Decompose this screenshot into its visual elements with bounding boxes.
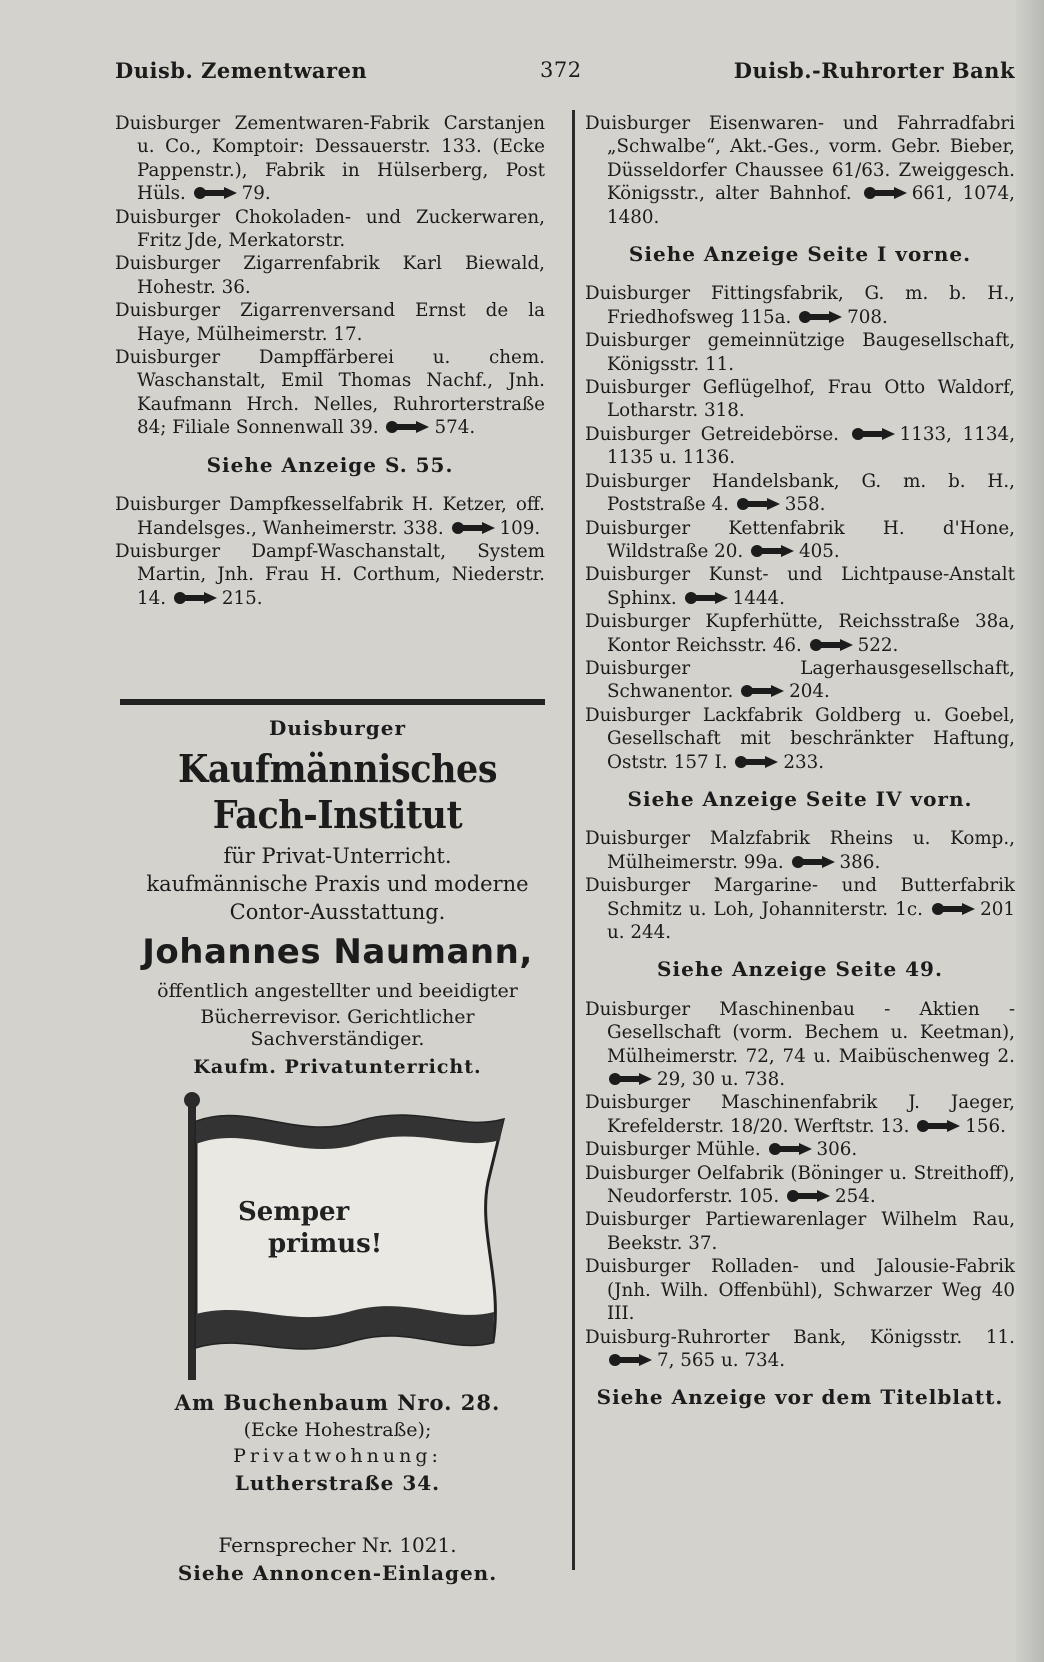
reference-note: Siehe Anzeige S. 55. [206, 452, 454, 477]
entry-text: Duisburger Mühle. [585, 1139, 761, 1161]
entry-phone: 109. [499, 517, 541, 539]
entry-phone: 522. [857, 634, 899, 656]
advert-address-2: (Ecke Hohestraße); [243, 1419, 432, 1441]
right-entries-4 [585, 998, 1015, 1373]
entry-phone: 708. [847, 306, 888, 328]
directory-entry [585, 1138, 1015, 1161]
directory-entry [115, 346, 545, 440]
advert-line-4: kaufmännische Praxis und moderne [146, 872, 529, 896]
entry-phone: 1133, 1134, 1135 u. 1136. [607, 423, 1016, 469]
advert-address-3: Privatwohnung: [233, 1445, 442, 1467]
directory-entry [585, 1326, 1015, 1373]
entry-text: Duisburger Kunst- und Lichtpause-Anstalt Sphinx. [585, 564, 1015, 609]
telephone-icon [741, 684, 785, 698]
telephone-icon [864, 186, 908, 200]
left-column [115, 112, 545, 610]
entry-text: Duisburger Lagerhausgesellschaft, Schwanentor. [585, 657, 1015, 703]
entry-phone: 7, 565 u. 734. [657, 1349, 786, 1371]
directory-entry [585, 704, 1015, 774]
entry-text: Duisburger Dampffärberei u. chem. Waschanstalt, Emil Thomas Nachf., Jnh. Kaufmann Hrch. Nelles, Ruhrorterstraße 84; Filiale Sonnenwall 39. [115, 347, 545, 439]
entry-phone: 156. [965, 1115, 1006, 1137]
advert-line-7: öffentlich angestellter und beeidigter [157, 980, 518, 1002]
entry-text: Duisburger Kettenfabrik H. d'Hone, Wildstraße 20. [585, 517, 1015, 562]
advertisement [115, 712, 560, 1585]
entry-text: Duisburger Partiewarenlager Wilhelm Rau, Beekstr. 37. [585, 1209, 1015, 1254]
entry-phone: 1444. [732, 587, 785, 609]
entry-text: Duisburger Maschinenbau - Aktien - Gesellschaft (vorm. Bechem u. Keetman), Mülheimerstr. 72, 74 u. Maibüschenweg 2. [585, 998, 1015, 1067]
reference-note-1: Siehe Anzeige Seite I vorne. [628, 242, 972, 267]
telephone-icon [685, 591, 729, 605]
directory-entry [585, 827, 1015, 874]
entry-phone: 201 u. 244. [607, 898, 1016, 943]
telephone-icon [792, 855, 836, 869]
entry-text: Duisburger Kupferhütte, Reichsstraße 38a, Kontor Reichsstr. 46. [585, 611, 1015, 656]
entry-text: Duisburger Rolladen- und Jalousie-Fabrik (Jnh. Wilh. Offenbühl), Schwarzer Weg 40 III. [585, 1256, 1015, 1325]
advert-line-8: Bücherrevisor. Gerichtlicher Sachverständiger. [200, 1006, 475, 1050]
left-entries [115, 112, 545, 440]
right-entries-1 [585, 112, 1015, 229]
directory-entry [585, 376, 1015, 423]
directory-entry [585, 470, 1015, 517]
column-divider [572, 110, 575, 1570]
telephone-icon [609, 1072, 653, 1086]
directory-entry [115, 252, 545, 299]
flag-text-1: Semper [237, 1197, 349, 1227]
entry-text: Duisburger Zementwaren-Fabrik Carstanjen u. Co., Komptoir: Dessauerstr. 133. (Ecke Pappenstr.), Fabrik in Hülserberg, Post Hüls. [115, 113, 545, 205]
telephone-icon [174, 591, 218, 605]
directory-entry [585, 112, 1015, 229]
entry-phone: 306. [816, 1139, 858, 1161]
page-header [115, 58, 1015, 92]
reference-note-4: Siehe Anzeige vor dem Titelblatt. [596, 1385, 1004, 1410]
right-column [585, 112, 1015, 1426]
telephone-icon [787, 1189, 831, 1203]
telephone-icon [609, 1353, 653, 1367]
header-left: Duisb. Zementwaren [115, 58, 368, 83]
entry-text: Duisburger gemeinnützige Baugesellschaft, Königsstr. 11. [585, 330, 1015, 375]
entry-phone: 386. [839, 851, 881, 873]
entry-text: Duisburger Eisenwaren- und Fahrradfabri „Schwalbe“, Akt.-Ges., vorm. Gebr. Bieber, Düsseldorfer Chaussee 61/63. Zweiggesch. Königsstr., alter Bahnhof. [585, 113, 1015, 205]
telephone-icon [932, 902, 976, 916]
directory-entry [585, 874, 1015, 944]
telephone-icon [452, 521, 496, 535]
entry-text: Duisburg-Ruhrorter Bank, Königsstr. 11. [585, 1326, 1015, 1348]
advert-top-rule [120, 699, 545, 705]
entry-text: Duisburger Dampf-Waschanstalt, System Martin, Jnh. Frau H. Corthum, Niederstr. 14. [115, 540, 545, 609]
advert-telephone: Fernsprecher Nr. 1021. [218, 1533, 457, 1557]
right-entries-3 [585, 827, 1015, 944]
entry-text: Duisburger Zigarrenversand Ernst de la Haye, Mülheimerstr. 17. [115, 300, 545, 345]
advert-name: Johannes Naumann, [142, 932, 533, 972]
telephone-icon [386, 420, 430, 434]
flag-text-2: primus! [267, 1229, 382, 1259]
directory-entry [115, 493, 545, 540]
entry-phone: 215. [221, 587, 263, 609]
entry-text: Duisburger Getreidebörse. [585, 423, 839, 445]
telephone-icon [769, 1142, 813, 1156]
entry-phone: 254. [834, 1186, 876, 1208]
telephone-icon [810, 638, 854, 652]
entry-text: Duisburger Lackfabrik Goldberg u. Goebel, Gesellschaft mit beschränkter Haftung, Oststr. 157 I. [585, 704, 1015, 773]
advert-headline: Kaufmännisches Fach-Institut [177, 746, 498, 837]
telephone-icon [194, 186, 238, 200]
advert-address-1: Am Buchenbaum Nro. 28. [174, 1390, 501, 1415]
directory-entry [585, 657, 1015, 704]
entry-text: Duisburger Chokoladen- und Zuckerwaren, Fritz Jde, Merkatorstr. [115, 206, 545, 252]
directory-entry [115, 112, 545, 206]
advert-see-note: Siehe Annoncen-Einlagen. [177, 1561, 498, 1585]
advert-address-4: Lutherstraße 34. [234, 1471, 441, 1495]
telephone-icon [735, 755, 779, 769]
right-entries-2 [585, 282, 1015, 774]
entry-phone: 204. [789, 681, 830, 703]
header-right: Duisb.-Ruhrorter Bank [733, 58, 1015, 83]
telephone-icon [737, 497, 781, 511]
telephone-icon [852, 427, 896, 441]
directory-entry [585, 282, 1015, 329]
directory-entry [585, 1091, 1015, 1138]
entry-text: Duisburger Dampfkesselfabrik H. Ketzer, off. Handelsges., Wanheimerstr. 338. [115, 494, 545, 539]
telephone-icon [751, 544, 795, 558]
directory-entry [115, 299, 545, 346]
entry-phone: 233. [783, 751, 825, 773]
reference-note-2: Siehe Anzeige Seite IV vorn. [627, 786, 973, 811]
entry-text: Duisburger Margarine- und Butterfabrik Schmitz u. Loh, Johanniterstr. 1c. [585, 875, 1015, 920]
entry-text: Duisburger Oelfabrik (Böninger u. Streithoff), Neudorferstr. 105. [585, 1162, 1015, 1208]
directory-entry [585, 1208, 1015, 1255]
flag-illustration [158, 1092, 518, 1382]
reference-note-3: Siehe Anzeige Seite 49. [657, 957, 943, 982]
telephone-icon [799, 310, 843, 324]
directory-entry [585, 329, 1015, 376]
entry-phone: 405. [798, 540, 840, 562]
entry-text: Duisburger Fittingsfabrik, G. m. b. H., Friedhofsweg 115a. [585, 283, 1015, 328]
directory-entry [585, 517, 1015, 564]
directory-entry [585, 1162, 1015, 1209]
directory-entry [585, 423, 1015, 470]
directory-entry [585, 610, 1015, 657]
advert-line-1: Duisburger [268, 716, 407, 740]
directory-entry [585, 563, 1015, 610]
advert-line-9: Kaufm. Privatunterricht. [193, 1056, 482, 1078]
entry-phone: 661, 1074, 1480. [607, 183, 1015, 228]
directory-entry [585, 1255, 1015, 1325]
entry-phone: 574. [434, 417, 476, 439]
entry-phone: 358. [784, 494, 826, 516]
entry-text: Duisburger Geflügelhof, Frau Otto Waldorf, Lotharstr. 318. [585, 377, 1015, 422]
entry-text: Duisburger Malzfabrik Rheins u. Komp., Mülheimerstr. 99a. [585, 828, 1015, 873]
flag-pole-finial [184, 1092, 200, 1108]
left-entries-2 [115, 493, 545, 610]
telephone-icon [917, 1119, 961, 1133]
page-edge [1016, 0, 1044, 1662]
directory-entry [585, 998, 1015, 1092]
entry-text: Duisburger Zigarrenfabrik Karl Biewald, Hohestr. 36. [115, 253, 545, 298]
advert-line-5: Contor-Ausstattung. [229, 900, 446, 924]
entry-phone: 79. [241, 183, 271, 205]
page-number: 372 [540, 58, 582, 82]
entry-text: Duisburger Maschinenfabrik J. Jaeger, Krefelderstr. 18/20. Werftstr. 13. [585, 1092, 1015, 1137]
advert-line-3: für Privat-Unterricht. [223, 844, 452, 868]
directory-entry [115, 540, 545, 610]
entry-phone: 29, 30 u. 738. [657, 1069, 786, 1091]
directory-entry [115, 206, 545, 253]
entry-text: Duisburger Handelsbank, G. m. b. H., Poststraße 4. [585, 470, 1015, 516]
